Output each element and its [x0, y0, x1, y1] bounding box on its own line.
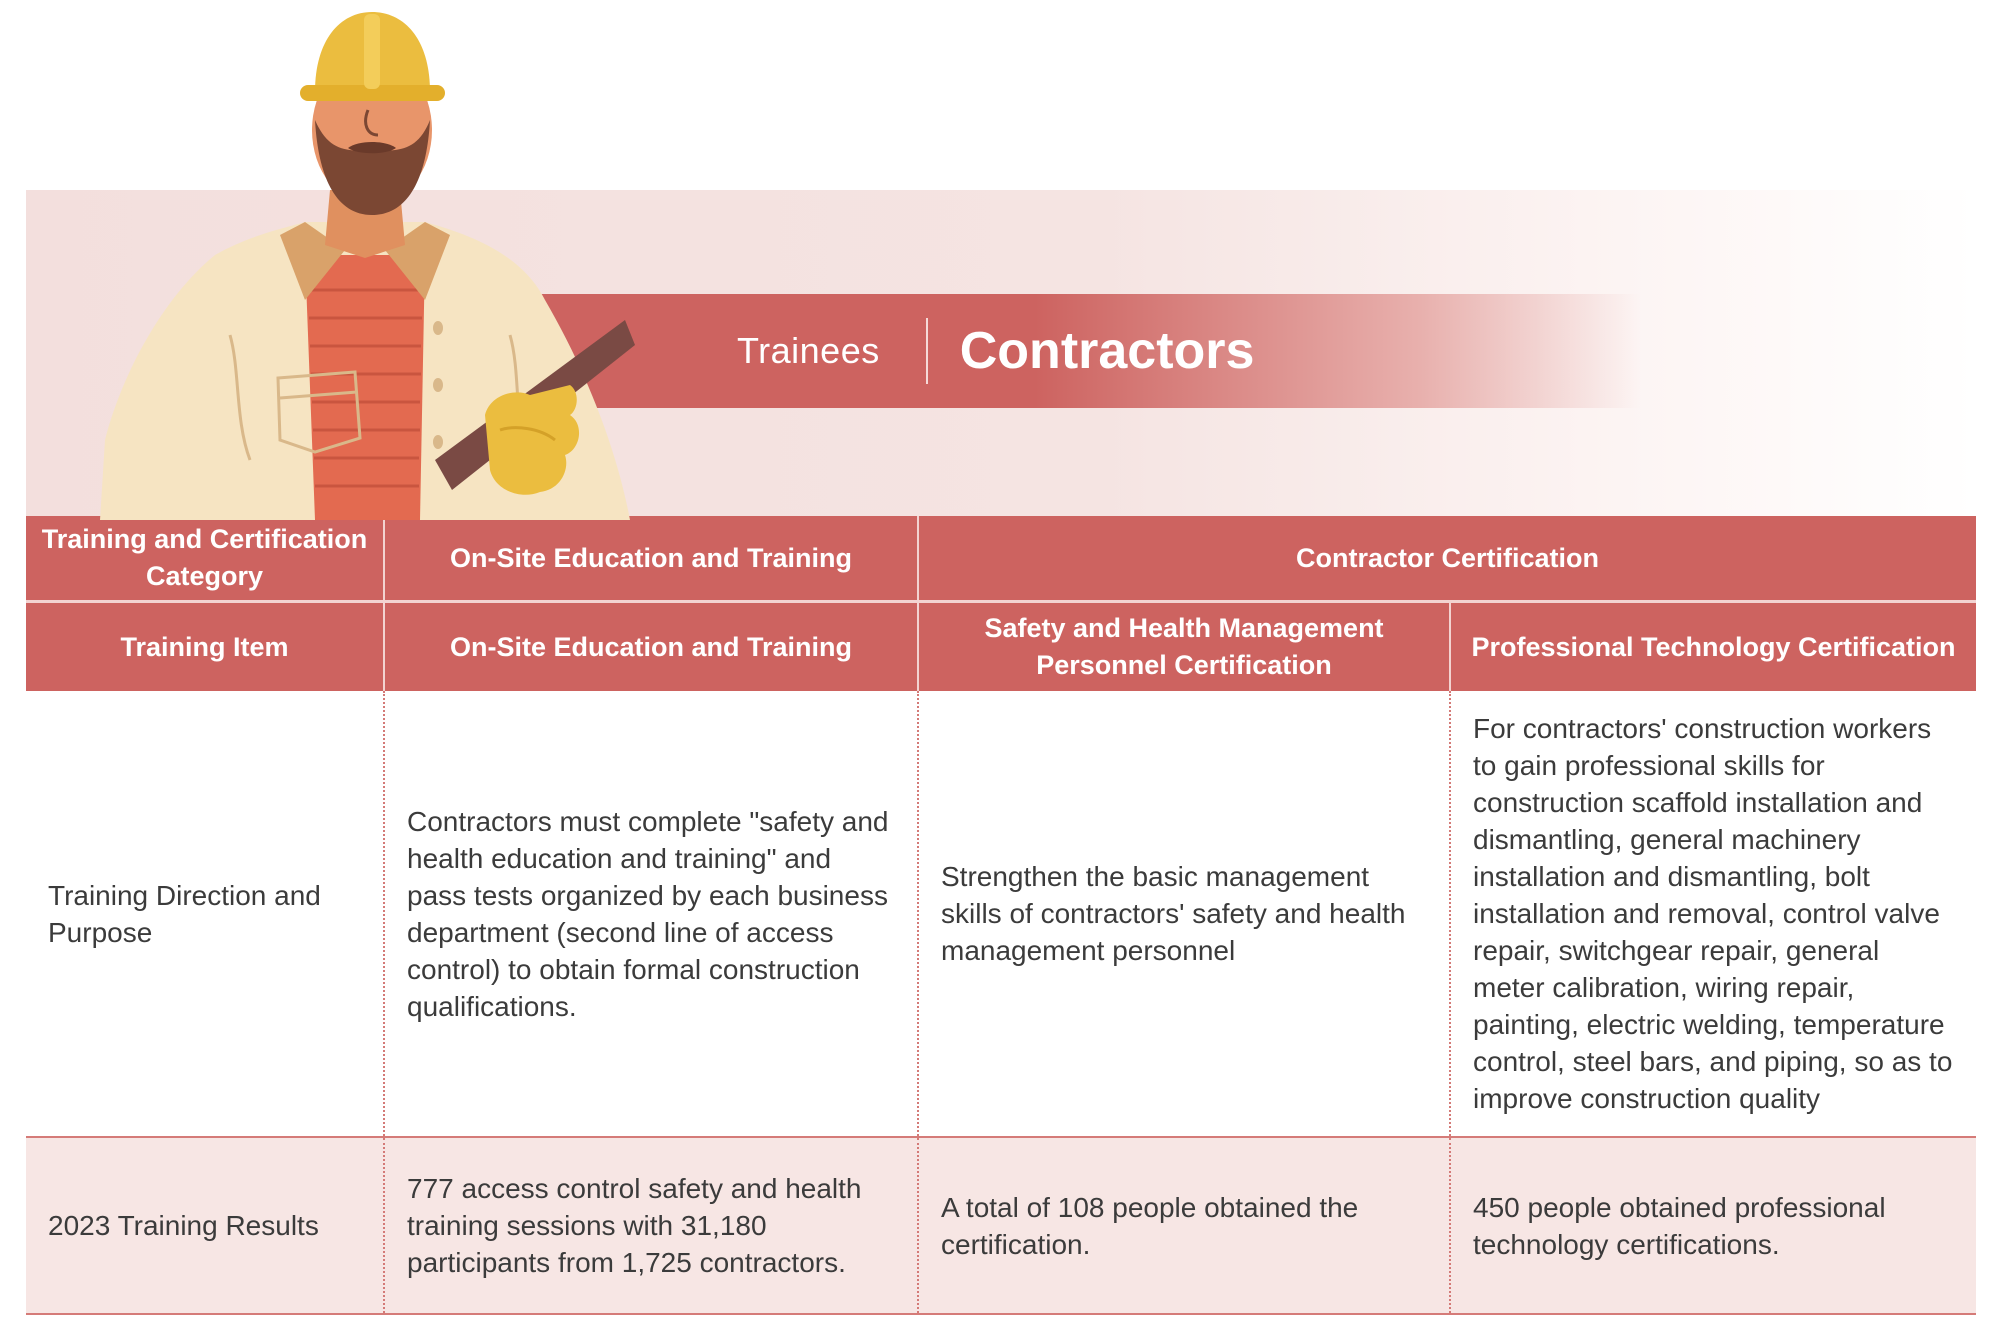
cell-purpose-onsite: Contractors must complete "safety and health education and training" and pass tests organized by each business department (second line of access control) to obtain formal construction qualifications. — [384, 691, 918, 1137]
header-row-item — [26, 602, 1976, 692]
trainees-label: Trainees — [737, 330, 880, 371]
header-category: Training and Certification Category — [26, 516, 384, 602]
header-safety-certification: Safety and Health Management Personnel Certification — [918, 602, 1450, 692]
header-onsite-category: On-Site Education and Training — [384, 516, 918, 602]
row-label-results: 2023 Training Results — [26, 1137, 384, 1314]
table-row-purpose — [26, 691, 1976, 1137]
ribbon-divider — [926, 318, 928, 384]
worker-illustration-icon — [100, 0, 660, 520]
cell-results-professional: 450 people obtained professional technology certifications. — [1450, 1137, 1976, 1314]
header-professional-certification: Professional Technology Certification — [1450, 602, 1976, 692]
header-onsite-item: On-Site Education and Training — [384, 602, 918, 692]
training-table — [26, 516, 1976, 1315]
row-label-purpose: Training Direction and Purpose — [26, 691, 384, 1137]
table-row-results — [26, 1137, 1976, 1314]
page-title: Contractors — [959, 322, 1255, 380]
cell-results-onsite: 777 access control safety and health training sessions with 31,180 participants from 1,725 contractors. — [384, 1137, 918, 1314]
title-ribbon — [540, 294, 1640, 408]
header-training-item: Training Item — [26, 602, 384, 692]
cell-purpose-safety: Strengthen the basic management skills of contractors' safety and health management personnel — [918, 691, 1450, 1137]
header-contractor-certification: Contractor Certification — [918, 516, 1976, 602]
cell-purpose-professional: For contractors' construction workers to gain professional skills for construction scaffold installation and dismantling, general machinery installation and dismantling, bolt installation and removal, control valve repair, switchgear repair, general meter calibration, wiring repair, painting, electric welding, temperature control, steel bars, and piping, so as to improve construction quality — [1450, 691, 1976, 1137]
header-row-category — [26, 516, 1976, 602]
cell-results-safety: A total of 108 people obtained the certification. — [918, 1137, 1450, 1314]
